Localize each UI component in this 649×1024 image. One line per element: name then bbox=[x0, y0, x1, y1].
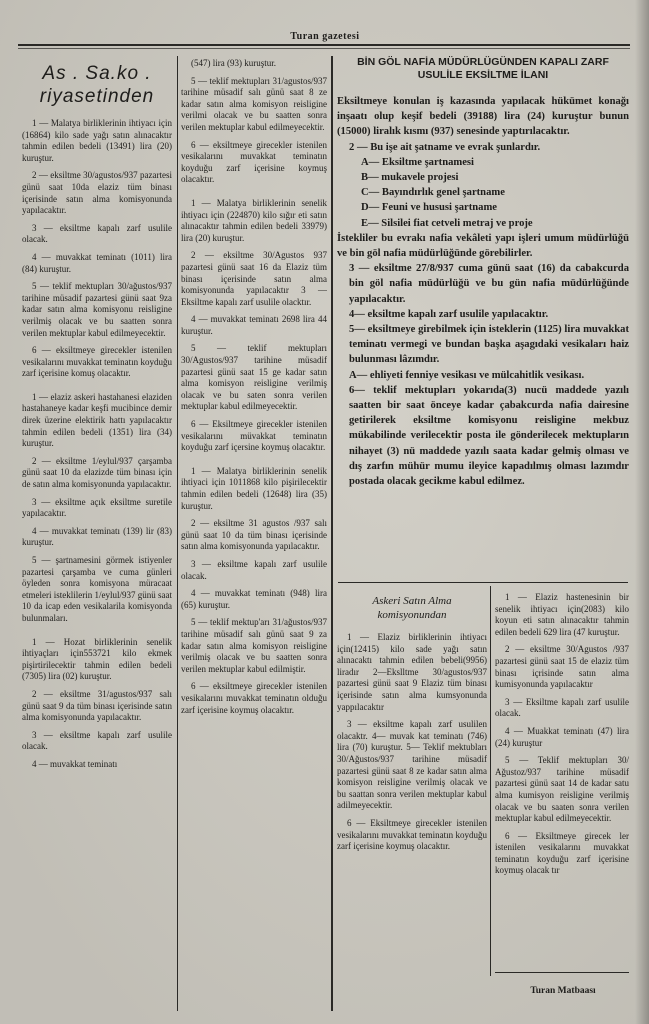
col1-notice bbox=[22, 58, 172, 1008]
notice-paragraph: 2 — eksiltme 30/agustos/937 pazartesi günü saat 10da elaziz tüm binası içerisinde satın alma komisyonunda yapılacaktır. bbox=[22, 170, 172, 216]
notice-paragraph: 2 — eksiltme 1/eylul/937 çarşamba günü saat 10 da elazizde tüm binası için de satın alma komisyonunda yapılacaktır. bbox=[22, 455, 172, 490]
header-rule bbox=[18, 44, 630, 46]
column-divider bbox=[490, 586, 491, 976]
notice-paragraph: 3 — eksiltme kapalı zarf usulile olacak. bbox=[22, 729, 172, 752]
bingol-notice bbox=[337, 50, 629, 580]
hastane-paragraph: 4 — Muakkat teminatı (47) lira (24) kuruştur bbox=[495, 725, 629, 748]
bingol-paragraph: 3 — eksiltme 27/8/937 cuma günü saat (16) da cabakcurda bin göl nafia müdürlüğü ve bu gün nafia müdürlüğünde yapılacaktır. bbox=[349, 263, 629, 305]
notice-section bbox=[181, 198, 327, 454]
notice-paragraph: (547) lira (93) kuruştur. bbox=[191, 58, 276, 68]
notice-paragraph: 4 — muvakkat teminatı (1011) lira (84) kuruştur. bbox=[22, 251, 172, 274]
hastane-notice bbox=[495, 592, 629, 967]
notice-title: As . Sa.ko . riyasetinden bbox=[39, 63, 155, 107]
bingol-body bbox=[337, 94, 629, 489]
bingol-paragraph: 6— teklif mektupları yokarıda(3) nucü maddede yazılı saatten bir saat önceye kadar çabakcurda nafia dairesine getirilerek eksiltme komisyonu reisligine mekbuz mükabilinde verilecektir posta ile gönderilecek mektupların nihayet (3) nü maddede yazılı saata kadar gelmiş olması ve dış zarfın mühür mumu ileyice kapadılmış olması lazımdır postada olacak gecikme kabul edilmez. bbox=[349, 384, 629, 488]
newspaper-header: Turan gazetesi bbox=[290, 31, 360, 42]
bingol-list-item: A— Eksiltme şartnamesi bbox=[361, 156, 474, 168]
notice-paragraph: 1 — elaziz askeri hastahanesi elaziden hastahaneye kadar keşfi mucibince demir direk üzerine elektirik hattı yapılacaktır tahmin edilen bedeli (1351) lira (34) kuruştur. bbox=[22, 391, 172, 449]
bingol-list-item: D— Feuni ve hususi şartname bbox=[361, 202, 497, 214]
section-rule bbox=[338, 582, 628, 583]
footer-rule bbox=[495, 972, 629, 973]
hastane-paragraph: 1 — Elaziz hastenesinin bir senelik ihtiyacı için(2083) kilo koyun eti satın alınacaktır tahmin edilen bedeli 629 lira (47 kuruştur. bbox=[495, 592, 629, 637]
printer-credit: Turan Matbaası bbox=[530, 986, 596, 996]
notice-paragraph: 3 — eksiltme açık eksiltme suretile yapılacaktır. bbox=[22, 496, 172, 519]
notice-paragraph: 5 — teklif mektup'arı 31/ağustos/937 tarihine müsadif salı günü saat 9 za kadar satın alma komisyon reisligine verilmiş olacak ve bu saatten sonra verilen mektuplar kabul edilmiştir. bbox=[181, 617, 327, 674]
notice-paragraph: 1 — Hozat birliklerinin senelik ihtiyaçları için553721 kilo ekmek pişirtirilecektir tahmin edilen bedeli (7305) lira (02) kuruştur. bbox=[22, 636, 172, 682]
notice-paragraph: 2 — eksiltme 30/Agustos 937 pazartesi günü saat 16 da Elaziz tüm binası içerisinde satın alma komisyonunda yapılacaktır 3 — Eksiltme kapalı zarf usulile olacktır. bbox=[181, 250, 327, 307]
notice-paragraph: 1 — Malatya birliklerinin senelik ihtiyacı için (224870) kilo sığır eti satın alınacaktır tahmin edilen bedeli 33979) lira (20) kuruştur. bbox=[181, 197, 327, 243]
hastane-paragraph: 6 — Eksiltmeye girecek ler istenilen vesikalarını muvakkat teminatın koyduğu zarf içerisine koymuş olacak tır bbox=[495, 830, 629, 876]
bingol-paragraph: 5— eksiltmeye girebilmek için isteklerin (1125) lira muvakkat teminatı vermegi ve bundan başka aşagıdaki vesikaları haiz bulunması lâzımdır. bbox=[349, 324, 629, 366]
notice-paragraph: 2 — eksiltme 31 agustos /937 salı günü saat 10 da tüm binası içerisinde satın alma komisyonunda yapılacaktır. bbox=[181, 518, 327, 552]
hastane-paragraph: 5 — Teklif mektupları 30/ Ağustoz/937 tarihine müsadif pazartesi günü saat 14 de kadar satu alma kumisyon reisligine verilmiş olacak ve bu saaten sonra verilen mektuplar kabul edilmeyecektir. bbox=[495, 755, 629, 824]
col2-notice bbox=[181, 58, 327, 1008]
notice-section bbox=[22, 392, 172, 625]
notice-paragraph: 2 — eksiltme 31/agustos/937 salı günü saat 9 da tüm binası içerisinde satın alma komisyonunda yapılacaktır. bbox=[22, 688, 172, 723]
notice-paragraph: 1 — Malatya birliklerinin ihtiyacı için (16864) kilo sade yağı satın alınacaktır tahmin edilen bedeli (13491) lira (20) kuruştur. bbox=[22, 118, 172, 163]
bingol-paragraph: İstekliler bu evrakı nafia vekâleti yapı işleri umum müdürlüğü ve bin göl nafia müdürlüğünde görebilirler. bbox=[337, 232, 629, 260]
notice-paragraph: 1 — Malatya birliklerinin senelik ihtiyaci için 1011868 kilo pişirilecektir tahmin edilen bedeli (12648) lira (35) kuruştur. bbox=[181, 465, 327, 511]
notice-paragraph: 3 — eksiltme kapalı zarf usulile olacak. bbox=[181, 558, 327, 581]
notice-paragraph: 4 — muvakkat teminatı 2698 lira 44 kuruştur. bbox=[181, 314, 327, 336]
notice-paragraph: 5 — şartnamesini görmek istiyenler pazartesi çarşamba ve cuma günleri öyleden sonra komisyona müracaat etmeleri isteklilerin 1/eylul/937 günü saat 10 da icap eden vesikalarila komisyonda bulunmaları. bbox=[22, 555, 172, 623]
notice-paragraph: 6 — eksiltmeye girecekler istenilen vesikalarını muvakkat teminatın koyduğu zarf içerisine komuş olacaktır. bbox=[22, 345, 172, 379]
askeri-paragraph: 6 — Eksiltmeye girecekler istenilen vesikalarını muvakkat teminatın koyduğu zarf içerisine koymuş olacaktır. bbox=[337, 817, 487, 852]
page-edge-shadow bbox=[635, 0, 649, 1024]
column-divider bbox=[177, 56, 178, 1011]
notice-section bbox=[181, 58, 327, 186]
hastane-paragraph: 3 — Eksiltme kapalı zarf usulile olacak. bbox=[495, 696, 629, 719]
hastane-paragraph: 2 — eksiltme 30/Agustos /937 pazartesi günü saat 15 de elaziz tüm binası içrisinde satın alma kumisyonunda yapılacaktır bbox=[495, 644, 629, 690]
header-rule-thin bbox=[18, 48, 630, 49]
askeri-title: Askeri Satın Alma komisyonundan bbox=[372, 595, 452, 621]
bingol-paragraph: 2 — Bu işe ait şatname ve evrak şunlardır. bbox=[349, 141, 541, 153]
bingol-title: BİN GÖL NAFİA MÜDÜRLÜGÜNDEN KAPALI ZARF USULİLE EKSİLTME İLANI bbox=[357, 56, 609, 81]
notice-paragraph: 5 — teklif mektupları 30/Agustos/937 tarihine müsadif pazartesi günü saat 15 ge kadar satın alma komisyon reisligine verilmiş olacak ve bu saten sonra verilen mektuplar kabul edilmeyecektir. bbox=[181, 343, 327, 412]
bingol-paragraph: 4— eksiltme kapalı zarf usulile yapılacaktır. bbox=[349, 308, 549, 320]
notice-paragraph: 5 — teklif mektupları 30/ağustos/937 tarihine müsadif pazartesi günü saat 9za kadar satın alma komisyonu reisligine verilmiş olacak ve bu saatten sonra verilen mektuplar kabul edilmeyecektir. bbox=[22, 281, 172, 338]
askeri-paragraph: 3 — eksiltme kapalı zarf usulilen olacaktr. 4— muvak kat teminatı (746) lira (70) kuruştur. 5— Teklif mektubları 30/Ağustos/937 tarihine müsadif pazartesi günü saat 8 ze kadar satın alma komisyon reisligine verilmiş olacak ve bu saattan sonra verilen mektuplar kabul adilmeyecektir. bbox=[337, 719, 487, 811]
askeri-paragraph: 1 — Elaziz birliklerinin ihtiyacı için(12415) kilo sade yağı satın alınacaktı tahmin edilen bebeli(9956) liradır 2—Ekslltme 30/agustos/937 pazartesi günü saat 9 Elaziz tüm binası içerisinde satın alma kumsyonunda yappılacaktır bbox=[337, 632, 487, 712]
bingol-list-item: E— Silsilei fiat cetveli metraj ve proje bbox=[361, 217, 533, 229]
bingol-paragraph: A— ehliyeti fenniye vesikası ve mülcahitlik vesikası. bbox=[349, 369, 585, 381]
bingol-list-item: B— mukavele projesi bbox=[361, 172, 459, 184]
notice-paragraph: 6 — eksiltmeye girecekler istenilen vesikalarını muvakkat teminatın olduğu zarf içerisine koymuş olacaktır. bbox=[181, 681, 327, 715]
notice-section bbox=[181, 466, 327, 716]
bingol-list-item: C— Bayındırlık genel şartname bbox=[361, 187, 505, 199]
notice-paragraph: 6 — eksiltmeye girecekler istenilen vesikalarını muvakkat teminatın koyduğu zarf içerisine koymuş olacaktır. bbox=[181, 139, 327, 185]
notice-paragraph: 4 — muvakkat teminatı bbox=[32, 758, 118, 769]
column-divider bbox=[331, 56, 333, 1011]
bingol-paragraph: Eksiltmeye konulan iş kazasında yapılacak hükümet konağı inşaatı olup keşif bedeli (39188) lira (24) kuruştur bunun (15000) liralık kısmı (937) senesinde yaptırılacaktır. bbox=[337, 96, 629, 138]
notice-paragraph: 4 — muvakkat teminatı (139) lir (83) kuruştur. bbox=[22, 525, 172, 548]
notice-paragraph: 4 — muvakkat teminatı (948) lira (65) kuruştur. bbox=[181, 588, 327, 610]
askeri-notice bbox=[337, 592, 487, 987]
notice-section bbox=[22, 637, 172, 771]
notice-paragraph: 3 — eksiltme kapalı zarf usulile olacak. bbox=[22, 222, 172, 245]
notice-paragraph: 5 — teklif mektupları 31/agustos/937 tarihine müsadif salı günü saat 8 ze kadar satın alma komisyon reisligine verilmi olacak ve bu saatten sonra verilen mektuplar kabul edilmeyecektir. bbox=[181, 75, 327, 132]
notice-paragraph: 6 — Eksiltmeye girecekler istenilen vesikalarını müvakkat teminatın koyduğu zarf içersine koymuş olacaktır. bbox=[181, 419, 327, 453]
notice-section bbox=[22, 118, 172, 380]
